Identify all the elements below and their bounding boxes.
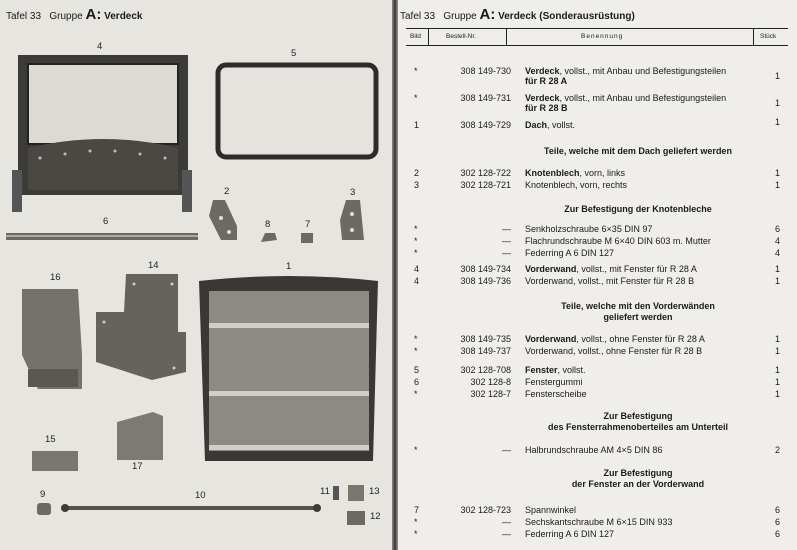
row-name: , vollst., mit Fenster für R 28 A xyxy=(576,264,697,274)
label-1: 1 xyxy=(286,261,292,272)
part-14-side-panel xyxy=(94,272,189,382)
label-3: 3 xyxy=(350,187,356,198)
row-stueck: 4 xyxy=(774,236,780,246)
row-bild: 3 xyxy=(414,180,420,190)
section-heading xyxy=(498,301,778,323)
col-bild: Bild xyxy=(410,33,421,40)
part-16-side-panel xyxy=(20,285,85,395)
section-line: Teile, welche mit den Vorderwänden xyxy=(561,301,715,311)
row-name-bold: Knotenblech xyxy=(525,168,580,178)
part-2-gusset-left xyxy=(207,198,242,243)
row-nr: — xyxy=(502,517,511,527)
row-name: Vorderwand, vollst., ohne Fenster für R 28 B xyxy=(525,346,703,356)
label-9: 9 xyxy=(40,489,46,500)
row-nr: 308 149-730 xyxy=(460,66,511,76)
row-name-bold: Vorderwand xyxy=(525,334,577,344)
row-stueck: 1 xyxy=(774,117,780,127)
part-1-roof xyxy=(197,273,380,468)
row-stueck: 6 xyxy=(774,517,780,527)
row-stueck: 1 xyxy=(774,98,780,108)
part-11-pin xyxy=(330,485,342,501)
row-name: Fensterscheibe xyxy=(525,389,587,399)
row-bild: * xyxy=(414,517,418,527)
row-bild: 2 xyxy=(414,168,420,178)
right-gruppe-letter: A: xyxy=(479,6,496,23)
row-name-bold: Dach xyxy=(525,120,548,130)
row-stueck: 6 xyxy=(774,505,780,515)
row-stueck: 1 xyxy=(774,346,780,356)
left-gruppe-letter: A: xyxy=(85,6,102,23)
row-bild: 4 xyxy=(414,264,420,274)
row-stueck: 1 xyxy=(774,365,780,375)
label-5: 5 xyxy=(291,48,297,59)
label-13: 13 xyxy=(369,486,380,497)
col-bestell-nr: Bestell-Nr. xyxy=(446,33,476,40)
left-title: Verdeck xyxy=(104,11,143,22)
section-line: geliefert werden xyxy=(603,312,673,322)
row-bild: 6 xyxy=(414,377,420,387)
row-stueck: 1 xyxy=(774,276,780,286)
row-nr: 308 149-734 xyxy=(460,264,511,274)
row-bild: * xyxy=(414,224,418,234)
part-7-clamp-angle xyxy=(298,230,318,245)
row-name: Fenstergummi xyxy=(525,377,583,387)
row-name: Spannwinkel xyxy=(525,505,577,515)
left-tafel: Tafel 33 xyxy=(6,11,42,22)
col-stueck: Stück xyxy=(760,33,777,40)
divider xyxy=(753,28,754,45)
row-nr: — xyxy=(502,248,511,258)
row-bild: * xyxy=(414,236,418,246)
row-stueck: 6 xyxy=(774,224,780,234)
row-name-bold: Verdeck xyxy=(525,93,560,103)
right-tafel: Tafel 33 xyxy=(400,11,436,22)
divider xyxy=(428,28,429,45)
col-benennung: Benennung xyxy=(581,33,624,40)
row-name: Federring A 6 DIN 127 xyxy=(525,529,615,539)
label-12: 12 xyxy=(370,511,381,522)
row-bild: * xyxy=(414,389,418,399)
part-4-front-wall xyxy=(10,50,195,215)
part-15-plate xyxy=(30,447,80,475)
section-line: Zur Befestigung xyxy=(603,411,673,421)
row-nr: 308 149-729 xyxy=(460,120,511,130)
row-nr: 302 128-722 xyxy=(460,168,511,178)
part-17-bracket xyxy=(113,410,168,465)
divider xyxy=(506,28,507,45)
label-2: 2 xyxy=(224,186,230,197)
row-name: Sechskantschraube M 6×15 DIN 933 xyxy=(525,517,673,527)
row-bild: * xyxy=(414,93,418,103)
part-12-hinge xyxy=(345,508,367,528)
row-name: Vorderwand, vollst., mit Fenster für R 28 B xyxy=(525,276,695,286)
row-name: , vollst., mit Anbau und Befestigungsteilen xyxy=(559,93,727,103)
row-nr: 302 128-723 xyxy=(460,505,511,515)
section-heading xyxy=(498,146,778,157)
row-bild: * xyxy=(414,334,418,344)
label-7: 7 xyxy=(305,219,311,230)
row-bild: * xyxy=(414,445,418,455)
label-6: 6 xyxy=(103,216,109,227)
row-stueck: 1 xyxy=(774,168,780,178)
right-page xyxy=(398,0,797,550)
section-heading xyxy=(498,411,778,433)
row-nr: 308 149-731 xyxy=(460,93,511,103)
left-header xyxy=(6,6,143,23)
row-stueck: 4 xyxy=(774,248,780,258)
section-line: Teile, welche mit dem Dach geliefert werden xyxy=(544,146,732,156)
row-nr: 308 149-737 xyxy=(460,346,511,356)
row-stueck: 2 xyxy=(774,445,780,455)
section-heading xyxy=(498,204,778,215)
row-bild: 1 xyxy=(414,120,420,130)
row-name: , vollst., mit Anbau und Befestigungsteilen xyxy=(559,66,727,76)
left-gruppe: Gruppe xyxy=(49,11,83,22)
row-stueck: 1 xyxy=(774,71,780,81)
row-stueck: 1 xyxy=(774,180,780,190)
row-nr: — xyxy=(502,445,511,455)
label-17: 17 xyxy=(132,461,143,472)
part-8-bracket xyxy=(259,230,279,245)
label-16: 16 xyxy=(50,272,61,283)
row-nr: 302 128-7 xyxy=(470,389,511,399)
row-name: Flachrundschraube M 6×40 DIN 603 m. Mutter xyxy=(525,236,711,246)
row-name: , vorn, links xyxy=(579,168,626,178)
row-name-bold: Vorderwand xyxy=(525,264,577,274)
part-3-gusset-right xyxy=(338,198,368,243)
row-stueck: 1 xyxy=(774,334,780,344)
part-9-clip xyxy=(35,501,53,517)
row-bild: * xyxy=(414,248,418,258)
row-bild: * xyxy=(414,346,418,356)
section-line: Zur Befestigung xyxy=(603,468,673,478)
label-14: 14 xyxy=(148,260,159,271)
label-10: 10 xyxy=(195,490,206,501)
row-nr: 302 128-8 xyxy=(470,377,511,387)
right-title: Verdeck (Sonderausrüstung) xyxy=(498,11,635,22)
part-6-window-rubber xyxy=(5,229,200,243)
row-nr: 302 128-721 xyxy=(460,180,511,190)
row-nr: — xyxy=(502,236,511,246)
row-name: Knotenblech, vorn, rechts xyxy=(525,180,628,190)
row-stueck: 1 xyxy=(774,389,780,399)
right-header xyxy=(400,6,635,23)
row-bild: * xyxy=(414,529,418,539)
label-15: 15 xyxy=(45,434,56,445)
row-stueck: 1 xyxy=(774,264,780,274)
section-line: der Fenster an der Vorderwand xyxy=(571,479,705,489)
part-10-rod xyxy=(60,500,322,516)
row-bild: 4 xyxy=(414,276,420,286)
row-nr: 308 149-735 xyxy=(460,334,511,344)
part-5-window xyxy=(215,62,380,162)
row-name: Senkholzschraube 6×35 DIN 97 xyxy=(525,224,653,234)
row-nr: 308 149-736 xyxy=(460,276,511,286)
row-stueck: 1 xyxy=(774,377,780,387)
label-8: 8 xyxy=(265,219,271,230)
row-name: Federring A 6 DIN 127 xyxy=(525,248,615,258)
row-bild: 7 xyxy=(414,505,420,515)
row-bild: 5 xyxy=(414,365,420,375)
row-nr: 302 128-708 xyxy=(460,365,511,375)
part-13-hinge xyxy=(346,483,366,503)
row-nr: — xyxy=(502,224,511,234)
row-name-bold2: für R 28 B xyxy=(525,103,568,113)
section-line: Zur Befestigung der Knotenbleche xyxy=(564,204,712,214)
section-heading xyxy=(498,468,778,490)
row-name: , vollst. xyxy=(557,365,586,375)
row-name: , vollst., ohne Fenster für R 28 A xyxy=(576,334,705,344)
table-header xyxy=(406,28,788,46)
row-name-bold2: für R 28 A xyxy=(525,76,568,86)
row-name-bold: Verdeck xyxy=(525,66,560,76)
left-page xyxy=(0,0,392,550)
section-line: des Fensterrahmenoberteiles am Unterteil xyxy=(547,422,729,432)
row-name: Halbrundschraube AM 4×5 DIN 86 xyxy=(525,445,663,455)
row-bild: * xyxy=(414,66,418,76)
right-gruppe: Gruppe xyxy=(443,11,477,22)
row-name: , vollst. xyxy=(547,120,576,130)
row-nr: — xyxy=(502,529,511,539)
label-11: 11 xyxy=(320,486,330,497)
row-stueck: 6 xyxy=(774,529,780,539)
label-4: 4 xyxy=(97,41,103,52)
row-name-bold: Fenster xyxy=(525,365,558,375)
